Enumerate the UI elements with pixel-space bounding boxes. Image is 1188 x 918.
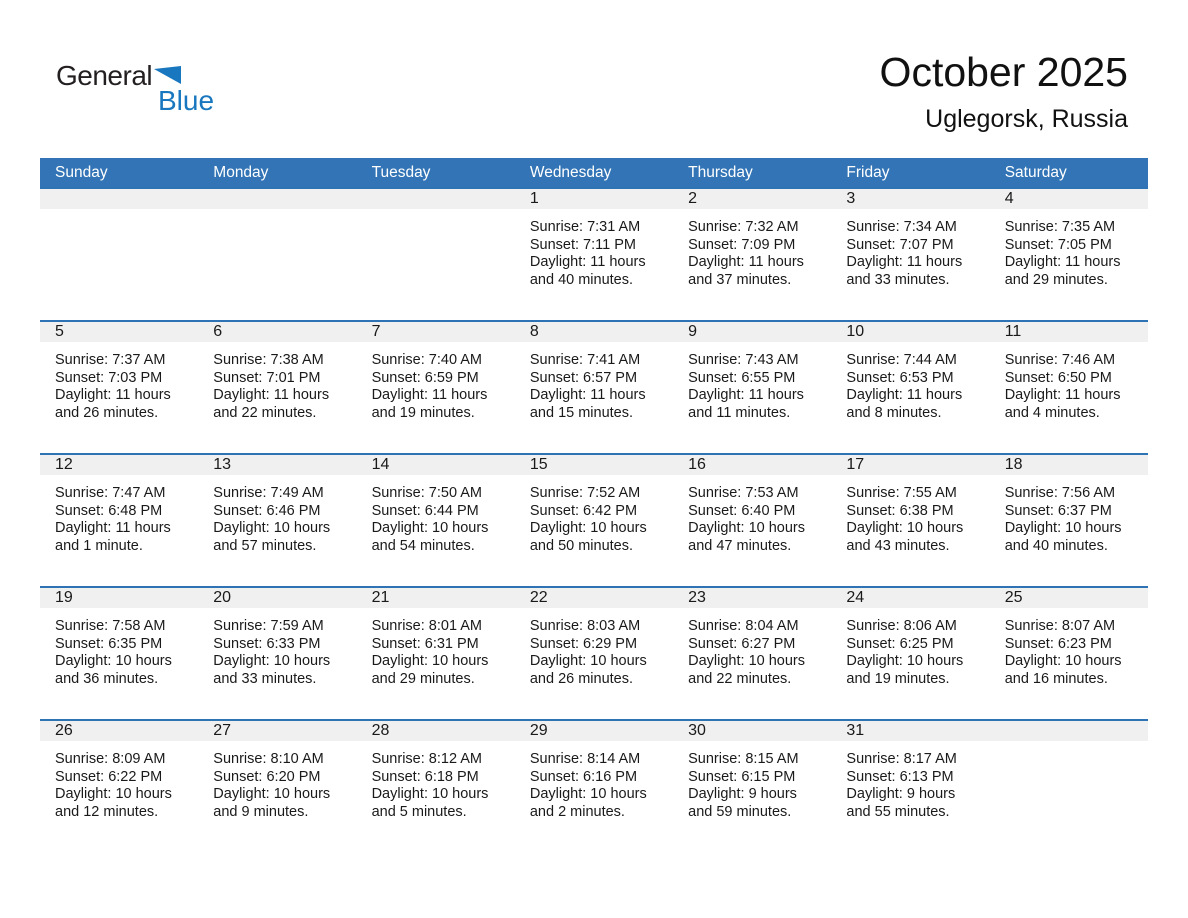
daylight-text: Daylight: 11 hours xyxy=(529,387,646,403)
day-number xyxy=(990,721,1148,741)
daylight-text-cont: and 47 minutes. xyxy=(688,537,792,554)
day-number xyxy=(357,189,515,209)
daylight-text-cont: and 16 minutes. xyxy=(1004,670,1108,687)
daylight-text-cont: and 2 minutes. xyxy=(529,803,625,820)
day-details xyxy=(515,342,673,422)
day-details xyxy=(831,608,989,688)
sunset-text: Sunset: 6:23 PM xyxy=(1004,635,1112,652)
weekday-header-tuesday: Tuesday xyxy=(357,158,515,188)
daylight-text: Daylight: 11 hours xyxy=(371,387,488,403)
daylight-text: Daylight: 11 hours xyxy=(688,254,804,270)
page-title: October 2025 xyxy=(879,49,1128,95)
sunset-text: Sunset: 7:07 PM xyxy=(846,236,954,253)
sunrise-text: Sunrise: 7:41 AM xyxy=(529,352,641,368)
day-cell-24 xyxy=(831,587,989,720)
week-row-1 xyxy=(40,188,1148,321)
day-cell-26 xyxy=(40,720,198,853)
sunrise-text: Sunrise: 7:56 AM xyxy=(1004,485,1116,501)
sunset-text: Sunset: 6:13 PM xyxy=(846,768,954,785)
sunrise-text: Sunrise: 7:58 AM xyxy=(55,618,166,634)
daylight-text: Daylight: 10 hours xyxy=(846,653,964,669)
day-cell-15 xyxy=(515,454,673,587)
day-details xyxy=(515,608,673,688)
daylight-text: Daylight: 10 hours xyxy=(1004,520,1122,536)
sunset-text: Sunset: 6:15 PM xyxy=(688,768,796,785)
sunrise-text: Sunrise: 8:06 AM xyxy=(846,618,957,634)
day-number: 5 xyxy=(40,322,198,342)
sunset-text: Sunset: 6:33 PM xyxy=(213,635,321,652)
day-cell-13 xyxy=(198,454,356,587)
day-details xyxy=(673,741,831,821)
day-cell-20 xyxy=(198,587,356,720)
sunrise-text: Sunrise: 7:46 AM xyxy=(1004,352,1116,368)
day-details xyxy=(831,741,989,821)
daylight-text-cont: and 40 minutes. xyxy=(1004,537,1108,554)
sunrise-text: Sunrise: 7:43 AM xyxy=(688,352,799,368)
sunset-text: Sunset: 6:53 PM xyxy=(846,369,954,386)
day-cell-27 xyxy=(198,720,356,853)
daylight-text-cont: and 36 minutes. xyxy=(55,670,159,687)
day-cell-21 xyxy=(357,587,515,720)
day-details xyxy=(198,342,356,422)
daylight-text: Daylight: 10 hours xyxy=(371,520,489,536)
daylight-text-cont: and 26 minutes. xyxy=(55,404,159,421)
logo-text-blue: Blue xyxy=(158,85,215,116)
sunset-text: Sunset: 6:25 PM xyxy=(846,635,954,652)
sunrise-text: Sunrise: 8:14 AM xyxy=(529,751,641,767)
day-number: 28 xyxy=(357,721,515,741)
day-details xyxy=(198,475,356,555)
daylight-text-cont: and 1 minute. xyxy=(55,537,143,554)
sunrise-text: Sunrise: 8:12 AM xyxy=(371,751,482,767)
daylight-text-cont: and 33 minutes. xyxy=(213,670,317,687)
day-number: 14 xyxy=(357,455,515,475)
daylight-text: Daylight: 11 hours xyxy=(1004,387,1121,403)
daylight-text-cont: and 8 minutes. xyxy=(846,404,942,421)
day-cell-16 xyxy=(673,454,831,587)
sunset-text: Sunset: 7:09 PM xyxy=(688,236,796,253)
daylight-text: Daylight: 9 hours xyxy=(846,786,956,802)
daylight-text: Daylight: 10 hours xyxy=(371,786,489,802)
day-number: 3 xyxy=(831,189,989,209)
sunrise-text: Sunrise: 8:03 AM xyxy=(529,618,641,634)
day-details xyxy=(357,741,515,821)
sunset-text: Sunset: 6:40 PM xyxy=(688,502,796,519)
day-cell-30 xyxy=(673,720,831,853)
daylight-text: Daylight: 10 hours xyxy=(55,786,172,802)
sunset-text: Sunset: 6:46 PM xyxy=(213,502,321,519)
day-cell-10 xyxy=(831,321,989,454)
daylight-text-cont: and 9 minutes. xyxy=(213,803,309,820)
daylight-text: Daylight: 10 hours xyxy=(529,653,647,669)
day-number: 10 xyxy=(831,322,989,342)
day-cell-12 xyxy=(40,454,198,587)
sunrise-text: Sunrise: 8:04 AM xyxy=(688,618,799,634)
day-number: 2 xyxy=(673,189,831,209)
day-number xyxy=(40,189,198,209)
day-number: 26 xyxy=(40,721,198,741)
day-details xyxy=(198,608,356,688)
sunrise-text: Sunrise: 8:09 AM xyxy=(55,751,166,767)
week-row-5 xyxy=(40,720,1148,853)
day-cell-31 xyxy=(831,720,989,853)
day-details xyxy=(40,608,198,688)
daylight-text-cont: and 5 minutes. xyxy=(371,803,467,820)
sunset-text: Sunset: 6:59 PM xyxy=(371,369,479,386)
day-number: 7 xyxy=(357,322,515,342)
day-cell-11 xyxy=(990,321,1148,454)
day-cell-empty xyxy=(198,188,356,321)
weekday-header-saturday: Saturday xyxy=(990,158,1148,188)
day-details xyxy=(990,342,1148,422)
daylight-text-cont: and 54 minutes. xyxy=(371,537,475,554)
day-details xyxy=(990,475,1148,555)
sunset-text: Sunset: 6:27 PM xyxy=(688,635,796,652)
sunrise-text: Sunrise: 7:55 AM xyxy=(846,485,957,501)
day-number: 12 xyxy=(40,455,198,475)
daylight-text-cont: and 29 minutes. xyxy=(1004,271,1108,288)
day-details xyxy=(831,342,989,422)
day-cell-22 xyxy=(515,587,673,720)
day-number: 13 xyxy=(198,455,356,475)
location-subtitle: Uglegorsk, Russia xyxy=(925,105,1128,134)
weekday-header-monday: Monday xyxy=(198,158,356,188)
sunset-text: Sunset: 6:55 PM xyxy=(688,369,796,386)
sunset-text: Sunset: 6:22 PM xyxy=(55,768,163,785)
day-cell-29 xyxy=(515,720,673,853)
sunset-text: Sunset: 6:18 PM xyxy=(371,768,479,785)
sunrise-text: Sunrise: 8:01 AM xyxy=(371,618,482,634)
daylight-text: Daylight: 11 hours xyxy=(55,520,171,536)
day-cell-23 xyxy=(673,587,831,720)
day-cell-1 xyxy=(515,188,673,321)
daylight-text-cont: and 19 minutes. xyxy=(371,404,475,421)
daylight-text: Daylight: 10 hours xyxy=(846,520,964,536)
sunrise-text: Sunrise: 7:34 AM xyxy=(846,219,957,235)
general-blue-logo xyxy=(56,62,214,115)
day-number xyxy=(198,189,356,209)
sunset-text: Sunset: 6:42 PM xyxy=(529,502,638,519)
day-number: 20 xyxy=(198,588,356,608)
daylight-text-cont: and 55 minutes. xyxy=(846,803,950,820)
day-details xyxy=(357,342,515,422)
weekday-header-thursday: Thursday xyxy=(673,158,831,188)
daylight-text-cont: and 40 minutes. xyxy=(529,271,634,288)
sunset-text: Sunset: 6:20 PM xyxy=(213,768,321,785)
day-number: 4 xyxy=(990,189,1148,209)
day-details xyxy=(673,608,831,688)
sunrise-text: Sunrise: 7:53 AM xyxy=(688,485,799,501)
sunrise-text: Sunrise: 7:59 AM xyxy=(213,618,324,634)
weekday-header-wednesday: Wednesday xyxy=(515,158,673,188)
sunrise-text: Sunrise: 7:38 AM xyxy=(213,352,324,368)
day-details xyxy=(515,475,673,555)
daylight-text: Daylight: 11 hours xyxy=(846,254,963,270)
sunset-text: Sunset: 6:38 PM xyxy=(846,502,954,519)
sunrise-text: Sunrise: 8:17 AM xyxy=(846,751,957,767)
daylight-text-cont: and 57 minutes. xyxy=(213,537,317,554)
daylight-text: Daylight: 11 hours xyxy=(688,387,804,403)
day-details xyxy=(40,475,198,555)
sunset-text: Sunset: 6:44 PM xyxy=(371,502,479,519)
daylight-text: Daylight: 11 hours xyxy=(213,387,330,403)
day-number: 27 xyxy=(198,721,356,741)
daylight-text: Daylight: 10 hours xyxy=(213,653,331,669)
weekday-header-friday: Friday xyxy=(831,158,989,188)
day-details xyxy=(673,209,831,289)
sunrise-text: Sunrise: 7:49 AM xyxy=(213,485,324,501)
day-cell-14 xyxy=(357,454,515,587)
daylight-text-cont: and 33 minutes. xyxy=(846,271,950,288)
sunset-text: Sunset: 6:35 PM xyxy=(55,635,163,652)
daylight-text-cont: and 50 minutes. xyxy=(529,537,634,554)
sunrise-text: Sunrise: 7:37 AM xyxy=(55,352,166,368)
day-cell-18 xyxy=(990,454,1148,587)
daylight-text-cont: and 37 minutes. xyxy=(688,271,792,288)
day-details xyxy=(40,342,198,422)
day-cell-4 xyxy=(990,188,1148,321)
day-cell-6 xyxy=(198,321,356,454)
daylight-text-cont: and 4 minutes. xyxy=(1004,404,1100,421)
daylight-text-cont: and 26 minutes. xyxy=(529,670,634,687)
day-cell-empty xyxy=(40,188,198,321)
sunset-text: Sunset: 7:01 PM xyxy=(213,369,321,386)
day-number: 29 xyxy=(515,721,673,741)
daylight-text: Daylight: 11 hours xyxy=(1004,254,1121,270)
sunrise-text: Sunrise: 7:32 AM xyxy=(688,219,799,235)
sunrise-text: Sunrise: 8:15 AM xyxy=(688,751,799,767)
day-cell-empty xyxy=(357,188,515,321)
day-details xyxy=(198,741,356,821)
daylight-text: Daylight: 10 hours xyxy=(1004,653,1122,669)
day-details xyxy=(990,608,1148,688)
day-cell-2 xyxy=(673,188,831,321)
sunrise-text: Sunrise: 7:50 AM xyxy=(371,485,482,501)
day-number: 16 xyxy=(673,455,831,475)
sunset-text: Sunset: 6:50 PM xyxy=(1004,369,1112,386)
day-number: 30 xyxy=(673,721,831,741)
day-cell-3 xyxy=(831,188,989,321)
daylight-text-cont: and 22 minutes. xyxy=(688,670,792,687)
day-number: 25 xyxy=(990,588,1148,608)
day-number: 22 xyxy=(515,588,673,608)
sunset-text: Sunset: 6:29 PM xyxy=(529,635,638,652)
daylight-text-cont: and 11 minutes. xyxy=(688,404,791,421)
daylight-text: Daylight: 9 hours xyxy=(688,786,797,802)
day-number: 1 xyxy=(515,189,673,209)
sunset-text: Sunset: 6:16 PM xyxy=(529,768,638,785)
day-details xyxy=(357,475,515,555)
week-row-3 xyxy=(40,454,1148,587)
sunset-text: Sunset: 7:05 PM xyxy=(1004,236,1112,253)
sunset-text: Sunset: 6:57 PM xyxy=(529,369,638,386)
day-number: 6 xyxy=(198,322,356,342)
day-cell-17 xyxy=(831,454,989,587)
week-row-2 xyxy=(40,321,1148,454)
day-cell-19 xyxy=(40,587,198,720)
logo-text-general: General xyxy=(56,60,153,91)
day-details xyxy=(40,741,198,821)
day-cell-8 xyxy=(515,321,673,454)
day-number: 8 xyxy=(515,322,673,342)
sunrise-text: Sunrise: 8:10 AM xyxy=(213,751,324,767)
daylight-text: Daylight: 10 hours xyxy=(529,786,647,802)
day-cell-5 xyxy=(40,321,198,454)
daylight-text-cont: and 12 minutes. xyxy=(55,803,159,820)
sunset-text: Sunset: 6:37 PM xyxy=(1004,502,1112,519)
daylight-text: Daylight: 11 hours xyxy=(529,254,646,270)
daylight-text-cont: and 59 minutes. xyxy=(688,803,792,820)
daylight-text: Daylight: 10 hours xyxy=(213,520,331,536)
day-number: 31 xyxy=(831,721,989,741)
day-details xyxy=(673,342,831,422)
day-number: 21 xyxy=(357,588,515,608)
daylight-text-cont: and 43 minutes. xyxy=(846,537,950,554)
weekday-header-sunday: Sunday xyxy=(40,158,198,188)
sunset-text: Sunset: 7:03 PM xyxy=(55,369,163,386)
day-number: 23 xyxy=(673,588,831,608)
day-cell-28 xyxy=(357,720,515,853)
day-details xyxy=(831,209,989,289)
day-details xyxy=(990,209,1148,289)
daylight-text-cont: and 22 minutes. xyxy=(213,404,317,421)
day-details xyxy=(515,741,673,821)
daylight-text: Daylight: 10 hours xyxy=(371,653,489,669)
daylight-text: Daylight: 10 hours xyxy=(688,520,805,536)
sunrise-text: Sunrise: 7:52 AM xyxy=(529,485,641,501)
day-cell-25 xyxy=(990,587,1148,720)
sunrise-text: Sunrise: 7:31 AM xyxy=(529,219,641,235)
calendar-titles xyxy=(880,50,1128,134)
day-cell-9 xyxy=(673,321,831,454)
day-details xyxy=(515,209,673,289)
day-details xyxy=(831,475,989,555)
day-details xyxy=(357,608,515,688)
calendar-table xyxy=(40,158,1148,853)
day-number: 11 xyxy=(990,322,1148,342)
daylight-text: Daylight: 11 hours xyxy=(55,387,171,403)
daylight-text: Daylight: 10 hours xyxy=(55,653,172,669)
week-row-4 xyxy=(40,587,1148,720)
day-number: 15 xyxy=(515,455,673,475)
sunset-text: Sunset: 6:31 PM xyxy=(371,635,479,652)
day-number: 9 xyxy=(673,322,831,342)
sunrise-text: Sunrise: 7:44 AM xyxy=(846,352,957,368)
day-number: 18 xyxy=(990,455,1148,475)
day-number: 19 xyxy=(40,588,198,608)
weekday-header-row xyxy=(40,158,1148,188)
daylight-text: Daylight: 10 hours xyxy=(688,653,805,669)
day-cell-7 xyxy=(357,321,515,454)
daylight-text-cont: and 29 minutes. xyxy=(371,670,475,687)
day-cell-empty xyxy=(990,720,1148,853)
daylight-text: Daylight: 11 hours xyxy=(846,387,963,403)
day-details xyxy=(673,475,831,555)
sunset-text: Sunset: 7:11 PM xyxy=(529,236,636,253)
day-number: 24 xyxy=(831,588,989,608)
daylight-text: Daylight: 10 hours xyxy=(529,520,647,536)
sunrise-text: Sunrise: 7:35 AM xyxy=(1004,219,1116,235)
sunrise-text: Sunrise: 8:07 AM xyxy=(1004,618,1116,634)
sunrise-text: Sunrise: 7:40 AM xyxy=(371,352,482,368)
daylight-text: Daylight: 10 hours xyxy=(213,786,331,802)
sunrise-text: Sunrise: 7:47 AM xyxy=(55,485,166,501)
daylight-text-cont: and 19 minutes. xyxy=(846,670,950,687)
sunset-text: Sunset: 6:48 PM xyxy=(55,502,163,519)
day-number: 17 xyxy=(831,455,989,475)
daylight-text-cont: and 15 minutes. xyxy=(529,404,634,421)
